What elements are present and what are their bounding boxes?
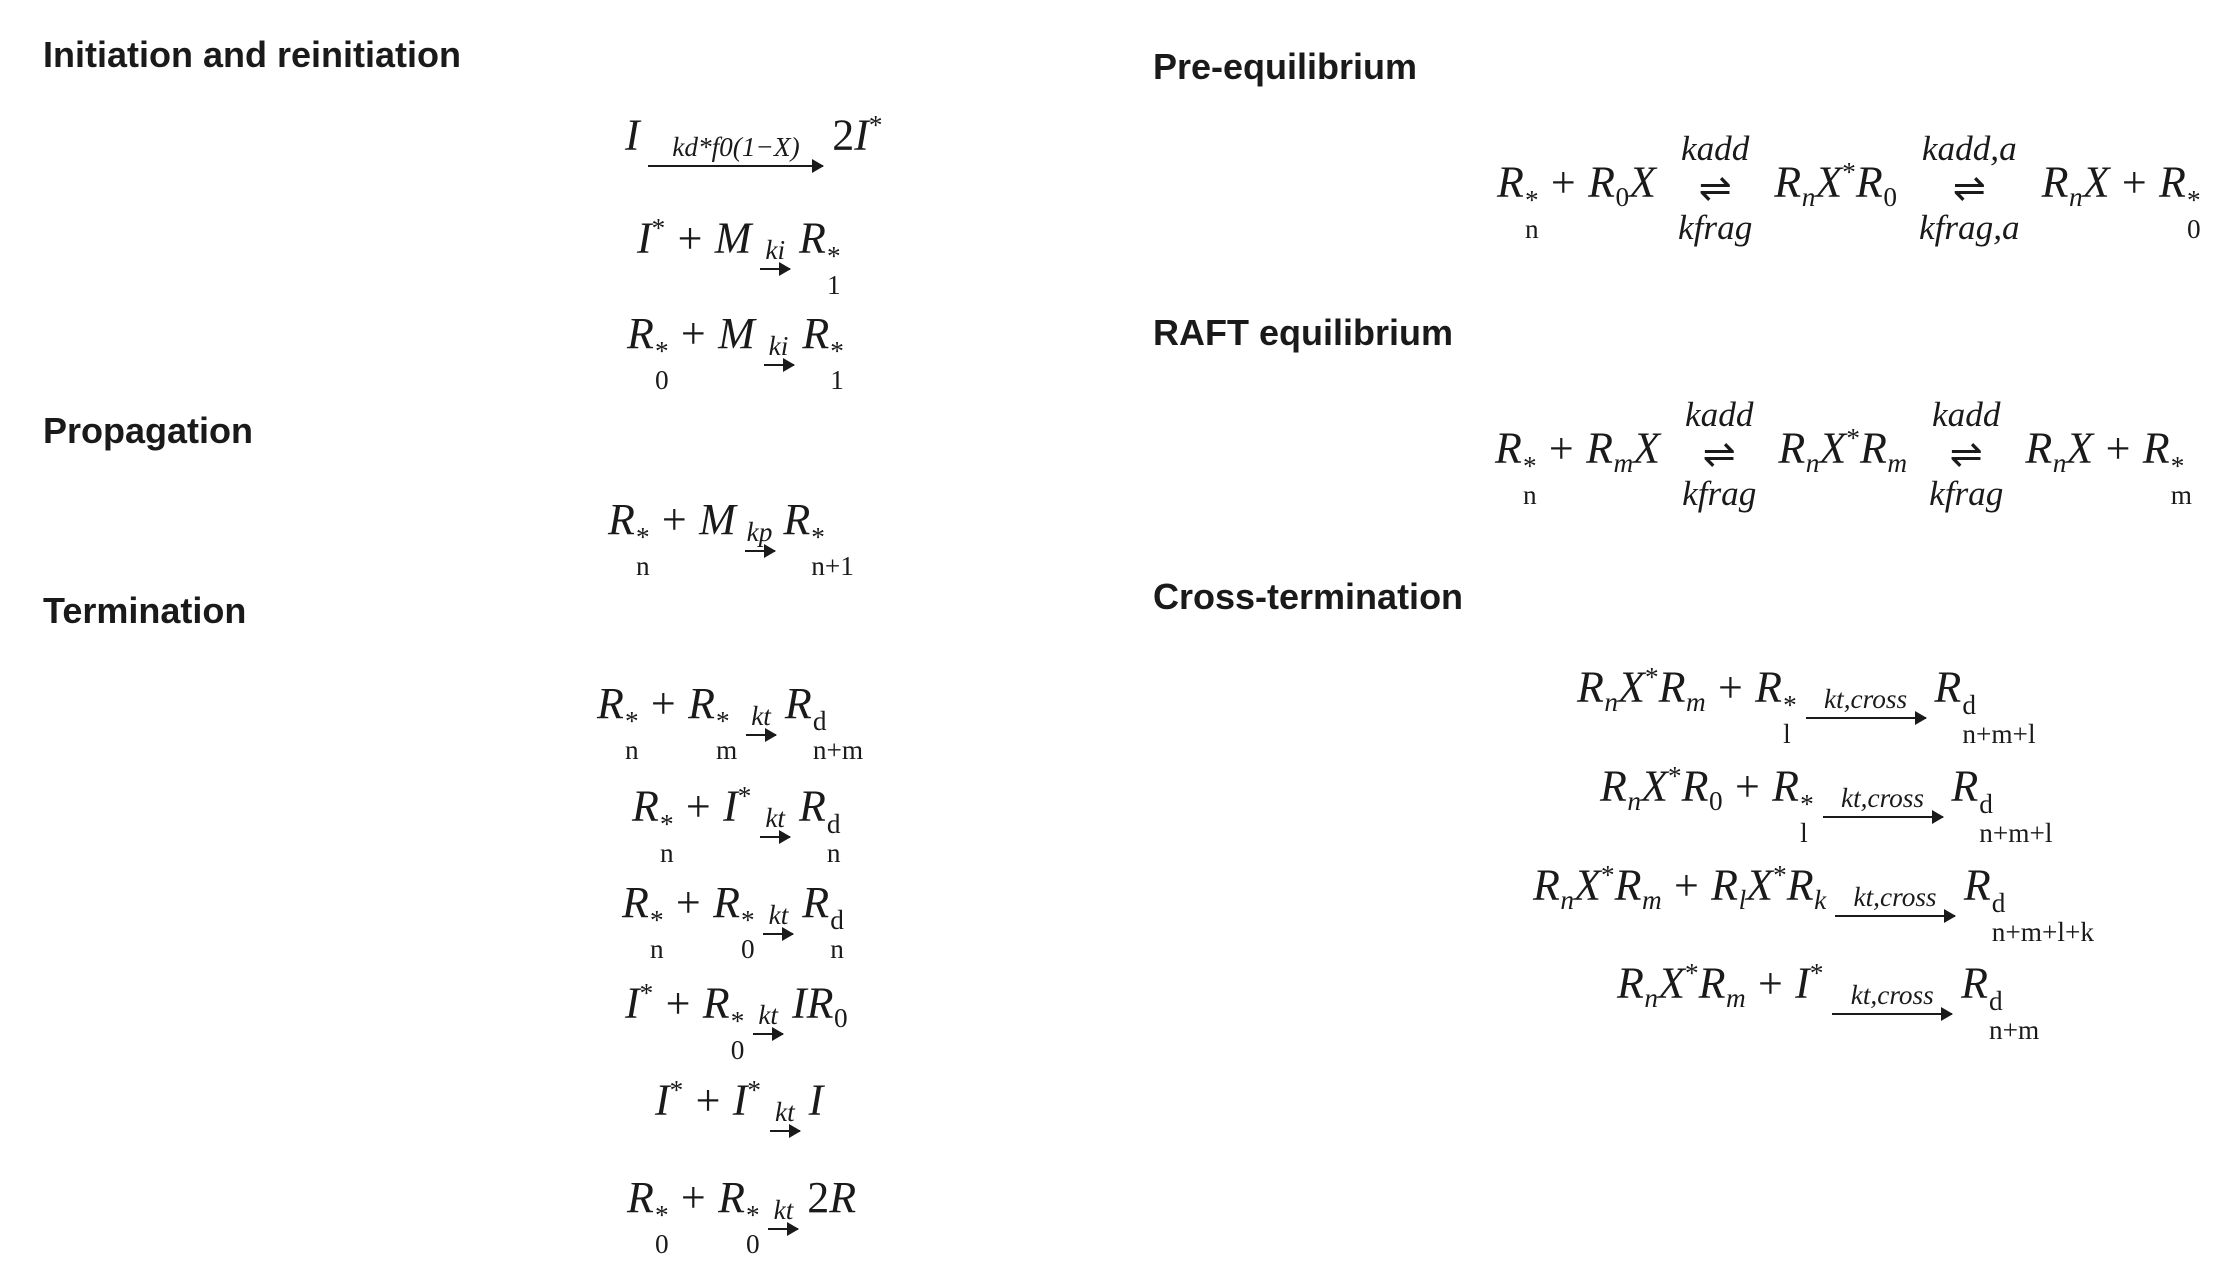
equation-termination-2: R * n + I* kt R d n <box>632 781 841 868</box>
equation-pre-equilibrium: R * n + R0X kadd ⇌ kfrag RnX*R0 kadd,a ⇌ kfrag,a RnX + R * 0 <box>1497 129 2201 247</box>
section-title-initiation: Initiation and reinitiation <box>43 34 461 75</box>
equation-cross-termination-4: RnX*Rm + I* kt,cross R d n+m <box>1617 958 2040 1045</box>
equation-initiation-1: I* + M ki R * 1 <box>637 213 841 300</box>
section-title-cross-termination: Cross-termination <box>1153 576 1464 617</box>
equation-termination-3: R * n + R * 0 kt R d n <box>622 878 844 964</box>
equation-propagation: R * n + M kp R * n+1 <box>608 495 854 581</box>
equation-cross-termination-3: RnX*Rm + RlX*Rk kt,cross R d n+m+l+k <box>1533 860 2094 947</box>
equation-termination-6: R * 0 + R * 0 kt 2R <box>627 1173 857 1259</box>
equation-termination-5: I* + I* kt I <box>655 1077 823 1132</box>
section-title-termination: Termination <box>43 590 247 631</box>
equation-termination-4: I* + R * 0 kt IR0 <box>625 978 848 1065</box>
section-title-pre-equilibrium: Pre-equilibrium <box>1153 46 1418 87</box>
equation-raft-equilibrium: R * n + RmX kadd ⇌ kfrag RnX*Rm kadd ⇌ kfrag RnX + R * m <box>1495 395 2192 513</box>
section-title-raft-equilibrium: RAFT equilibrium <box>1153 312 1453 353</box>
equation-initiator-decomposition: I kd*f0(1−X) 2I* <box>625 112 883 167</box>
section-title-propagation: Propagation <box>43 410 254 451</box>
equation-reinitiation: R * 0 + M ki R * 1 <box>627 309 844 395</box>
equation-cross-termination-1: RnX*Rm + R * l kt,cross R d n+m+l <box>1577 662 2036 749</box>
equation-termination-1: R * n + R * m kt R d n+m <box>597 679 864 765</box>
equation-cross-termination-2: RnX*R0 + R * l kt,cross R d n+m+l <box>1600 761 2053 848</box>
